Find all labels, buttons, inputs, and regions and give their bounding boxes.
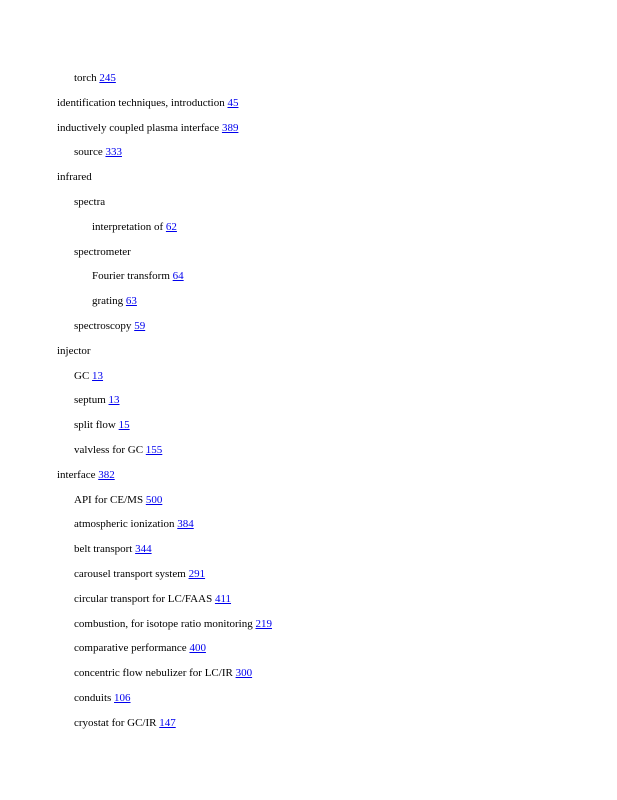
index-term: spectroscopy [74,319,132,332]
page-link[interactable]: 344 [135,543,152,556]
index-entry [0,443,617,468]
index-term: inductively coupled plasma interface [57,121,220,134]
index-term: comparative performance [74,642,187,655]
index-term: GC [74,369,90,382]
index-term: atmospheric ionization [74,518,175,531]
index-entry [0,269,617,294]
page-link[interactable]: 13 [92,369,104,382]
page-link[interactable]: 382 [98,468,115,481]
page-link[interactable]: 219 [255,617,272,630]
index-term: grating [92,295,124,308]
index-entry [0,468,617,493]
index-term: spectra [74,195,106,208]
index-entry [0,121,617,146]
index-entry [0,567,617,592]
index-term: source [74,146,103,159]
page-link[interactable]: 389 [221,121,239,134]
page-link[interactable]: 62 [165,220,177,233]
page-link[interactable]: 400 [189,642,206,655]
index-term: carousel transport system [74,567,186,580]
page-link[interactable]: 15 [118,419,130,432]
page-link[interactable]: 245 [99,72,116,84]
page-link[interactable]: 64 [172,270,184,283]
index-entry [0,170,617,195]
page-link[interactable]: 59 [134,319,146,332]
index-term: septum [74,394,106,407]
index-entry [0,145,617,170]
index-term: combustion, for isotope ratio monitoring [74,617,253,630]
index-entry [0,71,617,96]
page-link[interactable]: 45 [227,96,239,109]
index-term: valvless for GC [74,443,144,456]
index-entry [0,542,617,567]
index-term: identification techniques, introduction [57,96,225,109]
page-link[interactable]: 300 [235,667,253,680]
index-term: spectrometer [74,245,131,258]
index-term: interface [57,468,96,481]
index-entry [0,517,617,542]
index-entry [0,592,617,617]
index-entry [0,641,617,666]
index-entry [0,220,617,245]
index-term: split flow [74,419,116,432]
index-entry [0,294,617,319]
index-entry [0,319,617,344]
index-list [0,71,617,741]
index-entry [0,245,617,270]
index-term: belt transport [74,543,133,556]
page-link[interactable]: 13 [108,394,120,407]
index-term: API for CE/MS [74,493,144,506]
index-term: circular transport for LC/FAAS [74,592,213,605]
page-link[interactable]: 411 [214,592,232,605]
index-entry [0,344,617,369]
index-term: torch [74,72,97,84]
index-entry [0,96,617,121]
index-term: cryostat for GC/IR [74,716,157,729]
page-link[interactable]: 63 [125,295,137,308]
page-link[interactable]: 291 [188,567,206,580]
index-term: injector [57,344,91,357]
page-link[interactable]: 500 [145,493,163,506]
page-link[interactable]: 147 [159,716,176,729]
index-entry [0,418,617,443]
index-entry [0,691,617,716]
index-term: concentric flow nebulizer for LC/IR [74,667,233,680]
index-entry [0,666,617,691]
page-link[interactable]: 106 [114,691,131,704]
index-entry [0,195,617,220]
index-term: infrared [57,171,92,184]
page-link[interactable]: 155 [145,443,163,456]
index-entry [0,493,617,518]
page-link[interactable]: 333 [105,146,122,159]
page-link[interactable]: 384 [177,518,194,531]
index-term: conduits [74,691,112,704]
index-entry [0,716,617,741]
index-entry [0,369,617,394]
index-entry [0,393,617,418]
index-entry [0,617,617,642]
index-term: interpretation of [92,220,164,233]
index-term: Fourier transform [92,270,170,283]
